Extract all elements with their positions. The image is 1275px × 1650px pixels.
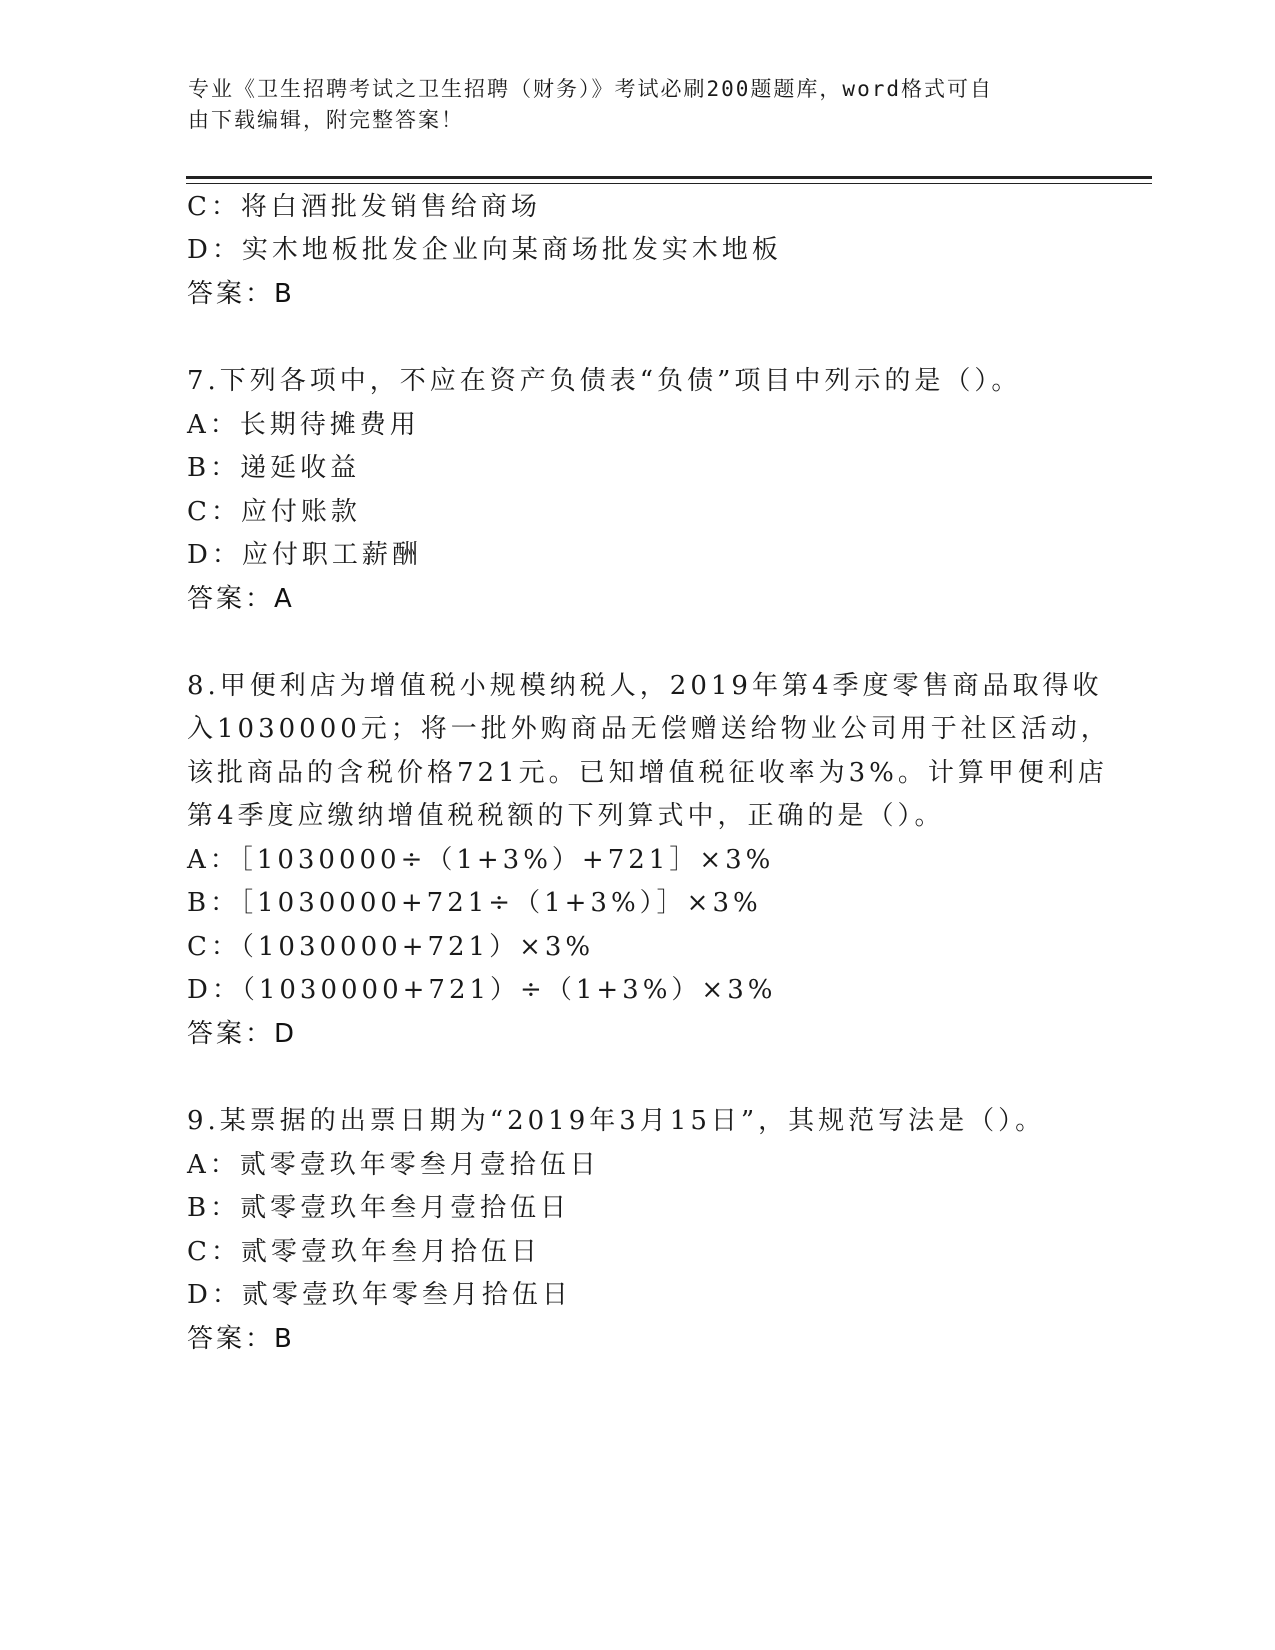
- q8-option-a: A：［1030000÷（1+3%）+721］×3%: [187, 845, 775, 875]
- q8-answer: 答案：D: [187, 1019, 298, 1049]
- q9-option-b: B：贰零壹玖年叁月壹拾伍日: [187, 1193, 571, 1223]
- q6-answer: 答案：B: [187, 279, 295, 309]
- q8-stem-line-3: 该批商品的含税价格721元。已知增值税征收率为3%。计算甲便利店: [187, 758, 1108, 788]
- q6-option-c: C：将白酒批发销售给商场: [187, 192, 541, 222]
- q7-answer: 答案：A: [187, 584, 295, 614]
- q9-option-a: A：贰零壹玖年零叁月壹拾伍日: [187, 1150, 600, 1180]
- q9-option-c: C：贰零壹玖年叁月拾伍日: [187, 1237, 541, 1267]
- q8-option-b: B：［1030000+721÷（1+3%）］×3%: [187, 888, 762, 918]
- header-line-1: 专业《卫生招聘考试之卫生招聘（财务）》考试必刷200题题库，word格式可自: [188, 77, 993, 101]
- header-line-2: 由下载编辑，附完整答案！: [188, 108, 464, 132]
- q9-answer: 答案：B: [187, 1324, 295, 1354]
- q9-stem: 9.某票据的出票日期为“2019年3月15日”，其规范写法是（）。: [187, 1106, 1046, 1136]
- q8-stem-line-1: 8.甲便利店为增值税小规模纳税人，2019年第4季度零售商品取得收: [187, 671, 1103, 701]
- q7-stem: 7.下列各项中，不应在资产负债表“负债”项目中列示的是（）。: [187, 366, 1022, 396]
- q9-option-d: D：贰零壹玖年零叁月拾伍日: [187, 1280, 572, 1310]
- q7-option-c: C：应付账款: [187, 497, 361, 527]
- q7-option-d: D：应付职工薪酬: [187, 540, 422, 570]
- header-divider-thick: [186, 176, 1152, 179]
- q8-stem-line-2: 入1030000元；将一批外购商品无偿赠送给物业公司用于社区活动，: [187, 714, 1111, 744]
- document-header: [188, 74, 1068, 136]
- q8-option-d: D：（1030000+721）÷（1+3%）×3%: [187, 975, 777, 1005]
- q7-option-a: A：长期待摊费用: [187, 410, 420, 440]
- header-divider-thin: [186, 183, 1152, 184]
- q7-option-b: B：递延收益: [187, 453, 361, 483]
- q8-stem-line-4: 第4季度应缴纳增值税税额的下列算式中，正确的是（）。: [187, 801, 945, 831]
- q8-option-c: C：（1030000+721）×3%: [187, 932, 595, 962]
- q6-option-d: D：实木地板批发企业向某商场批发实木地板: [187, 235, 782, 265]
